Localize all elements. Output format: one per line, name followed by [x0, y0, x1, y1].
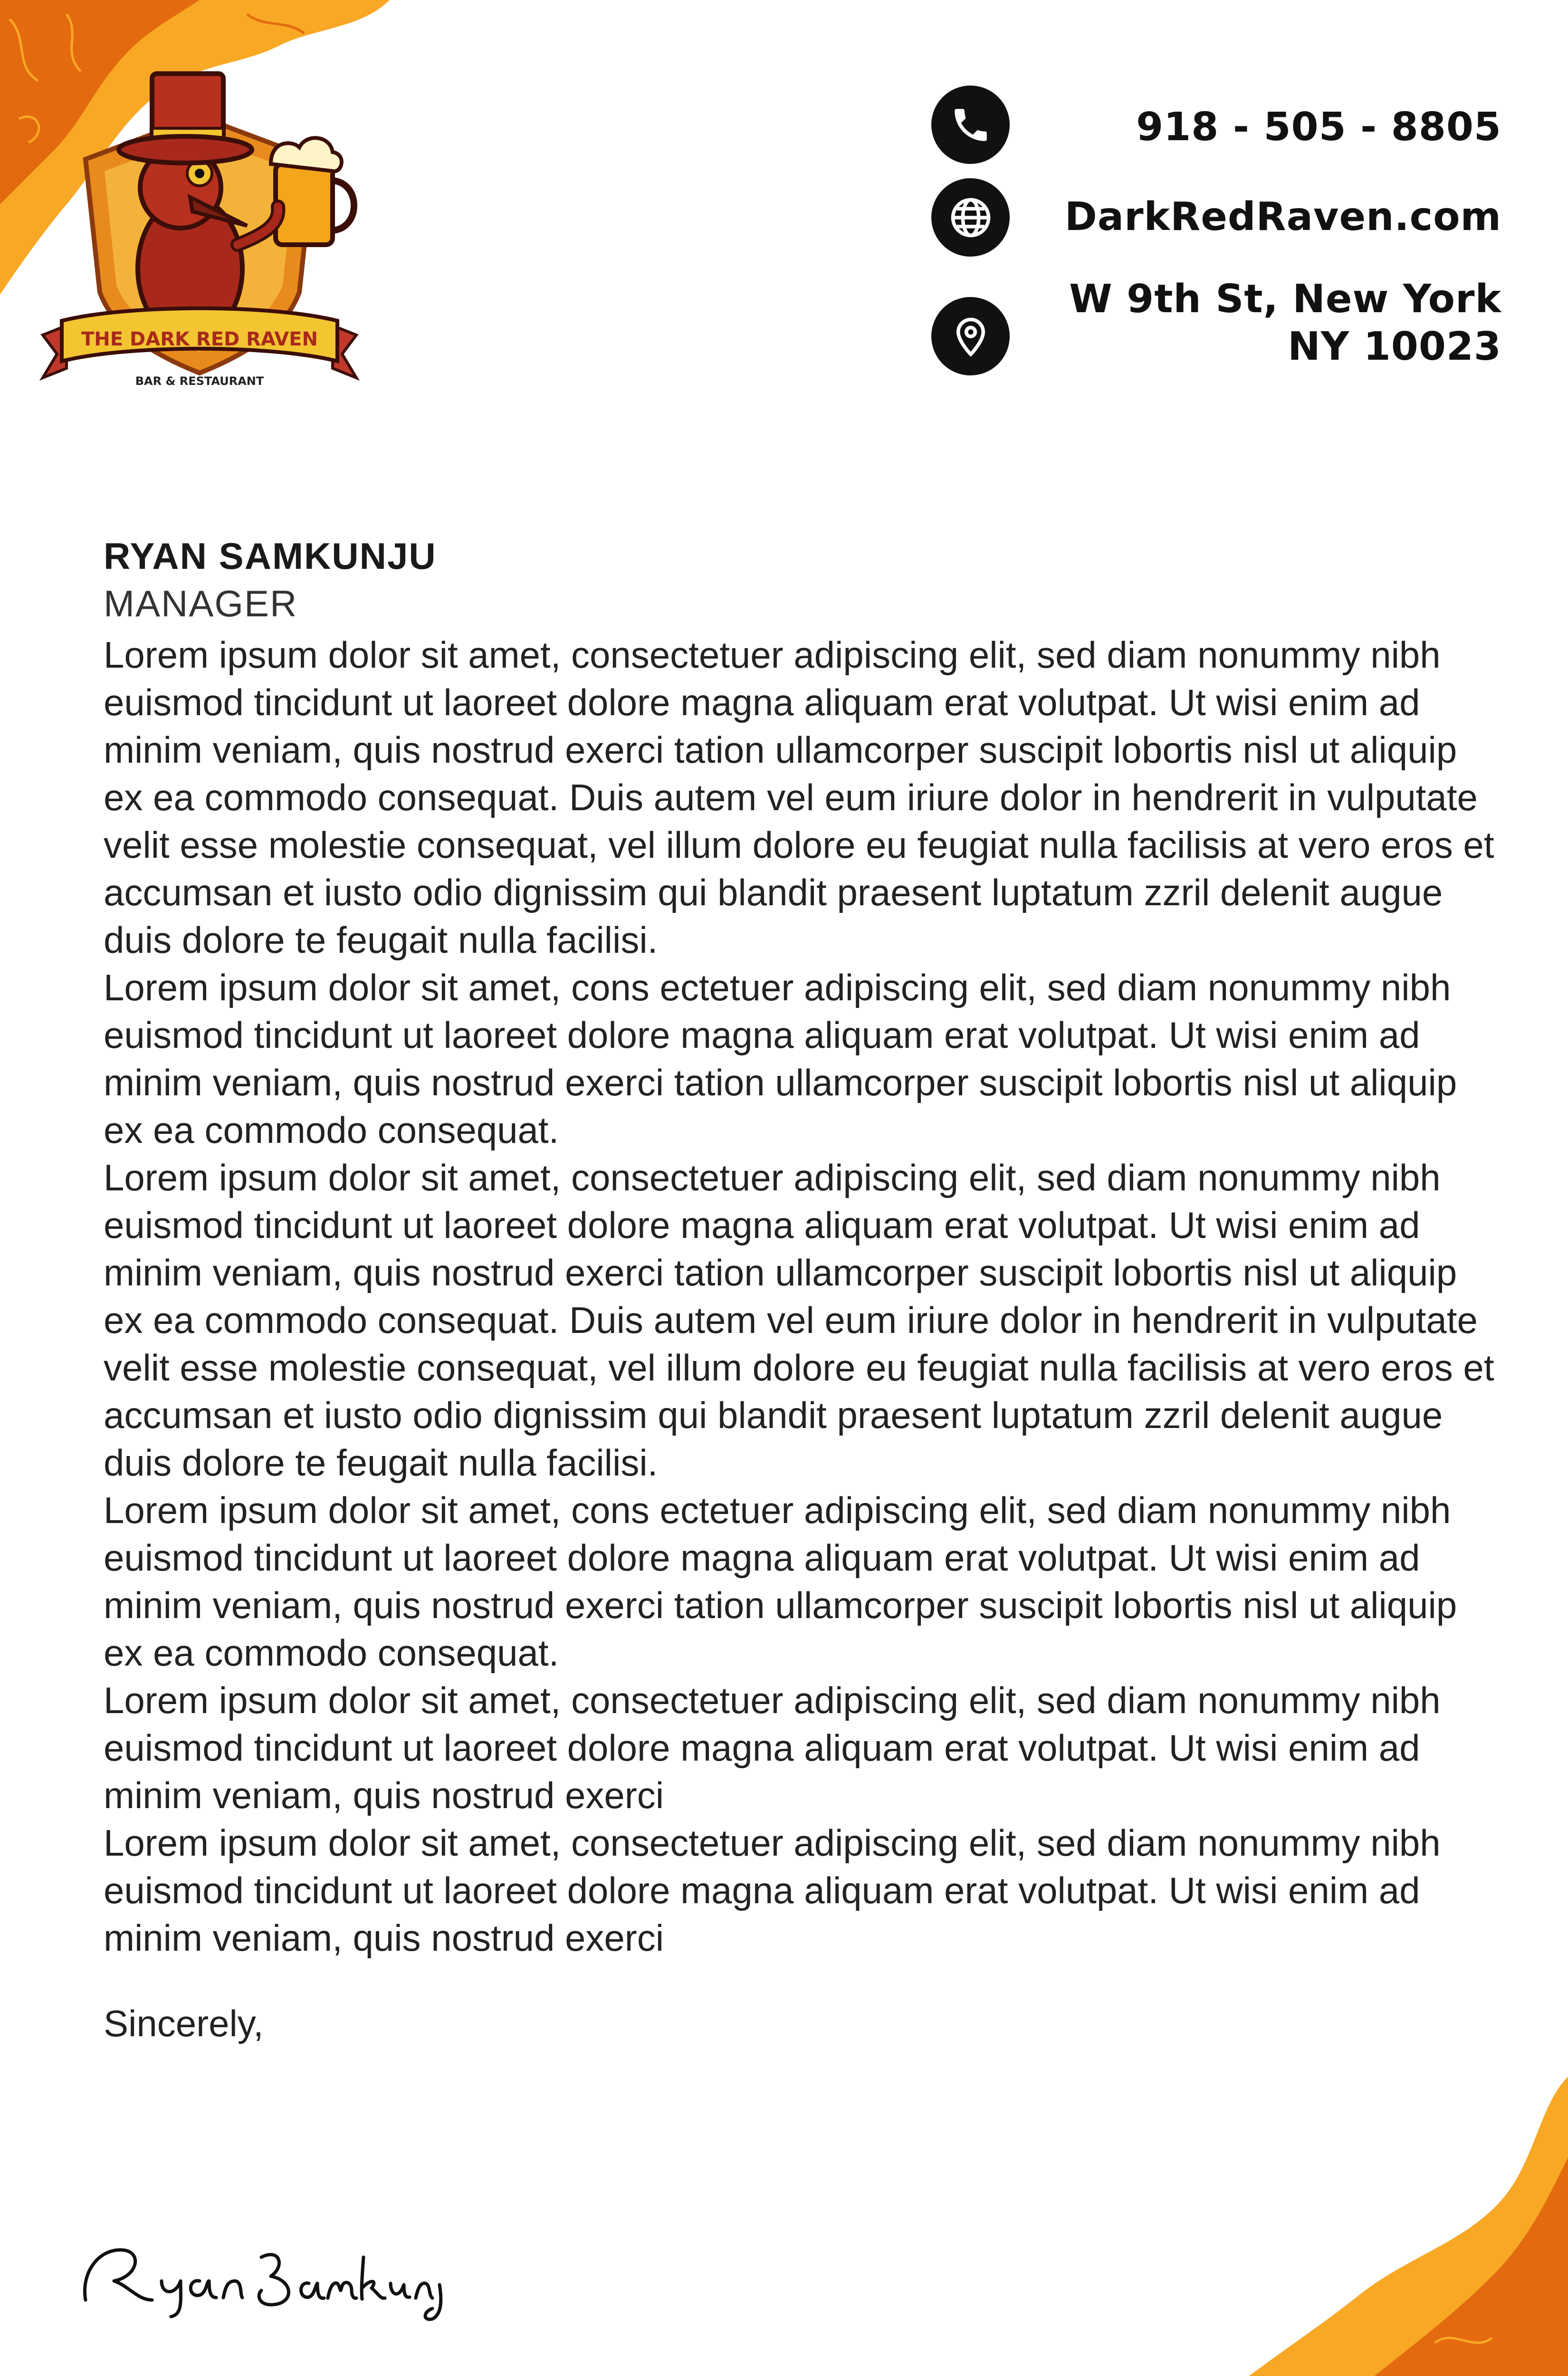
handwritten-signature — [71, 2229, 451, 2324]
address-line-2: NY 10023 — [1288, 324, 1501, 369]
address — [1069, 276, 1501, 371]
contact-website-row — [931, 178, 1501, 257]
closing: Sincerely, — [104, 2002, 264, 2044]
location-pin-icon — [931, 297, 1010, 375]
logo-text: THE DARK RED RAVEN — [81, 328, 318, 350]
paragraph: Lorem ipsum dolor sit amet, cons ectetuer adipiscing elit, sed diam nonummy nibh euismod tincidunt ut laoreet dolore magna aliquam erat volutpat. Ut wisi enim ad minim veniam, quis nostrud exerci tation ullamcorper suscipit lobortis nisl ut aliquip ex ea commodo consequat. — [104, 967, 1457, 1151]
contact-phone-row — [931, 86, 1501, 164]
sender-title: MANAGER — [104, 583, 298, 624]
paragraph: Lorem ipsum dolor sit amet, consectetuer adipiscing elit, sed diam nonummy nibh euismod tincidunt ut laoreet dolore magna aliquam erat volutpat. Ut wisi enim ad minim veniam, quis nostrud exerci tation ullamcorper suscipit lobortis nisl ut aliquip ex ea commodo consequat. Duis autem vel eum iriure dolor in hendrerit in vulputate velit esse molestie consequat, vel illum dolore eu feugiat nulla facilisis at vero eros et accumsan et iusto odio dignissim qui blandit praesent luptatum zzril delenit augue duis dolore te feugait nulla facilisi. — [104, 634, 1494, 961]
globe-icon — [931, 178, 1010, 257]
brand-logo — [33, 45, 366, 406]
contact-block — [931, 86, 1501, 399]
paragraph: Lorem ipsum dolor sit amet, consectetuer adipiscing elit, sed diam nonummy nibh euismod tincidunt ut laoreet dolore magna aliquam erat volutpat. Ut wisi enim ad minim veniam, quis nostrud exerci — [104, 1679, 1441, 1816]
contact-address-row — [931, 276, 1501, 399]
decorative-blob-bottom-right — [1188, 2077, 1568, 2376]
website-link[interactable]: DarkRedRaven.com — [1064, 194, 1501, 240]
paragraph: Lorem ipsum dolor sit amet, cons ectetuer adipiscing elit, sed diam nonummy nibh euismod tincidunt ut laoreet dolore magna aliquam erat volutpat. Ut wisi enim ad minim veniam, quis nostrud exerci tation ullamcorper suscipit lobortis nisl ut aliquip ex ea commodo consequat. — [104, 1489, 1457, 1674]
paragraph: Lorem ipsum dolor sit amet, consectetuer adipiscing elit, sed diam nonummy nibh euismod tincidunt ut laoreet dolore magna aliquam erat volutpat. Ut wisi enim ad minim veniam, quis nostrud exerci tation ullamcorper suscipit lobortis nisl ut aliquip ex ea commodo consequat. Duis autem vel eum iriure dolor in hendrerit in vulputate velit esse molestie consequat, vel illum dolore eu feugiat nulla facilisis at vero eros et accumsan et iusto odio dignissim qui blandit praesent luptatum zzril delenit augue duis dolore te feugait nulla facilisi. — [104, 1157, 1494, 1484]
sender-name: RYAN SAMKUNJU — [104, 535, 437, 577]
phone-icon — [931, 86, 1010, 164]
address-line-1: W 9th St, New York — [1069, 277, 1501, 322]
letter-body — [104, 532, 1501, 2047]
phone-number: 918 - 505 - 8805 — [1136, 105, 1501, 150]
logo-tagline: BAR & RESTAURANT — [135, 374, 264, 388]
paragraph: Lorem ipsum dolor sit amet, consectetuer adipiscing elit, sed diam nonummy nibh euismod tincidunt ut laoreet dolore magna aliquam erat volutpat. Ut wisi enim ad minim veniam, quis nostrud exerci — [104, 1822, 1441, 1959]
